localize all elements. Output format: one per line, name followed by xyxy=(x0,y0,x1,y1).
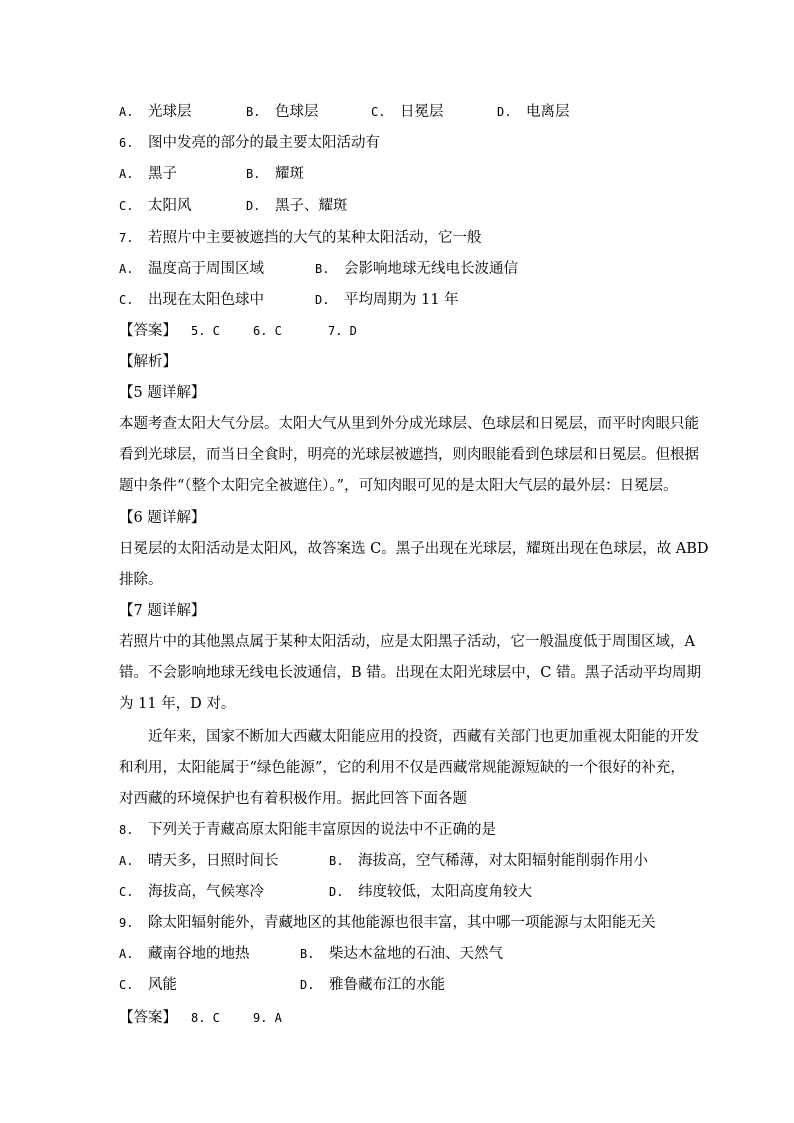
q7-detail-line-3: 为 11 年，D 对。 xyxy=(119,696,236,712)
q8-option-b: B. 海拔高，空气稀薄，对太阳辐射能削弱作用小 xyxy=(329,853,648,869)
q9-stem: 9. 除太阳辐射能外，青藏地区的其他能源也很丰富，其中哪一项能源与太阳能无关 xyxy=(119,915,656,931)
q5-option-d: D. 电离层 xyxy=(497,104,570,120)
q8-option-d: D. 纬度较低，太阳高度角较大 xyxy=(329,884,532,900)
answer-7: 7. D xyxy=(328,324,357,338)
answer-5-7 xyxy=(119,321,357,341)
q6-option-b: B. 耀斑 xyxy=(246,166,304,182)
answer-6: 6. C xyxy=(253,324,282,338)
q6-detail-line-2: 排除。 xyxy=(119,572,163,588)
passage-line-1: 近年来，国家不断加大西藏太阳能应用的投资，西藏有关部门也更加重视太阳能的开发 xyxy=(148,729,699,745)
answer-label: 【答案】 xyxy=(119,323,177,339)
q5-detail-line-3: 题中条件“（整个太阳完全被遮住）。”，可知肉眼可见的是太阳大气层的最外层：日冕层。 xyxy=(119,478,678,494)
q9-option-d: D. 雅鲁藏布江的水能 xyxy=(300,977,445,993)
answer-5: 5. C xyxy=(191,324,220,338)
q8-option-c: C. 海拔高，气候寒冷 xyxy=(119,884,264,900)
q5-detail-line-2: 看到光球层，而当日全食时，明亮的光球层被遮挡，则肉眼能看到色球层和日冕层。但根据 xyxy=(119,447,699,463)
q6-detail-line-1: 日冕层的太阳活动是太阳风，故答案选 C。黑子出现在光球层，耀斑出现在色球层，故 ABD xyxy=(119,541,709,557)
q7-option-a: A. 温度高于周围区域 xyxy=(119,261,264,277)
answer-8-9 xyxy=(119,1008,282,1028)
analysis-heading: 【解析】 xyxy=(119,354,177,370)
passage-line-3: 对西藏的环境保护也有着积极作用。据此回答下面各题 xyxy=(119,791,467,807)
q9-option-b: B. 柴达木盆地的石油、天然气 xyxy=(300,946,503,962)
q5-detail-line-1: 本题考查太阳大气分层。太阳大气从里到外分成光球层、色球层和日冕层，而平时肉眼只能 xyxy=(119,416,699,432)
answer-label: 【答案】 xyxy=(119,1010,177,1026)
q5-detail-heading: 【5 题详解】 xyxy=(119,385,206,401)
q7-stem: 7. 若照片中主要被遮挡的大气的某种太阳活动，它一般 xyxy=(119,230,482,246)
q7-option-d: D. 平均周期为 11 年 xyxy=(315,292,459,308)
q9-option-a: A. 藏南谷地的地热 xyxy=(119,946,250,962)
q6-stem: 6. 图中发亮的部分的最主要太阳活动有 xyxy=(119,135,380,151)
q7-detail-line-2: 错。不会影响地球无线电长波通信，B 错。出现在太阳光球层中，C 错。黑子活动平均周期 xyxy=(119,665,701,681)
q5-option-b: B. 色球层 xyxy=(246,104,319,120)
q8-option-a: A. 晴天多，日照时间长 xyxy=(119,853,279,869)
q6-option-c: C. 太阳风 xyxy=(119,198,192,214)
q5-option-a: A. 光球层 xyxy=(119,104,192,120)
q6-option-d: D. 黑子、耀斑 xyxy=(246,198,348,214)
q8-stem: 8. 下列关于青藏高原太阳能丰富原因的说法中不正确的是 xyxy=(119,822,496,838)
passage-line-2: 和利用，太阳能属于“绿色能源”，它的利用不仅是西藏常规能源短缺的一个很好的补充， xyxy=(119,760,685,776)
q7-detail-heading: 【7 题详解】 xyxy=(119,603,206,619)
q7-detail-line-1: 若照片中的其他黑点属于某种太阳活动，应是太阳黑子活动，它一般温度低于周围区域，A xyxy=(119,634,695,650)
q6-detail-heading: 【6 题详解】 xyxy=(119,510,206,526)
q7-option-c: C. 出现在太阳色球中 xyxy=(119,292,264,308)
q5-option-c: C. 日冕层 xyxy=(371,104,444,120)
q6-option-a: A. 黑子 xyxy=(119,166,177,182)
answer-8: 8. C xyxy=(191,1011,220,1025)
answer-9: 9. A xyxy=(253,1011,282,1025)
q9-option-c: C. 风能 xyxy=(119,977,177,993)
q7-option-b: B. 会影响地球无线电长波通信 xyxy=(315,261,518,277)
